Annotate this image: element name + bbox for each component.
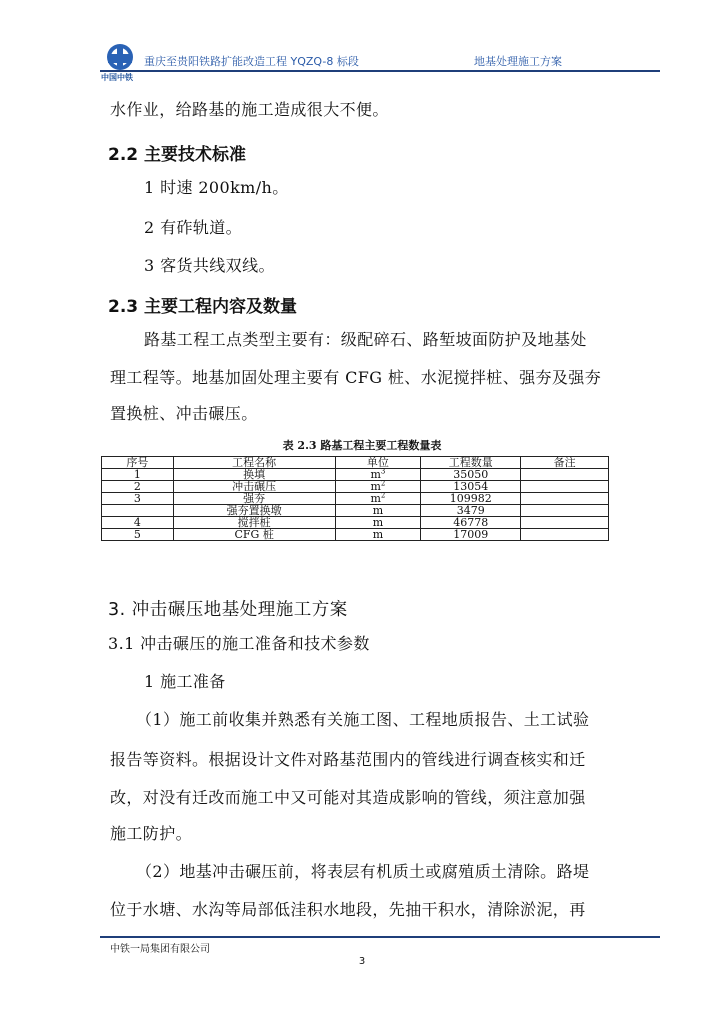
unit: m	[335, 529, 421, 541]
standard-item-3: 3 客货共线双线。	[144, 256, 275, 275]
paragraph-line: 报告等资料。根据设计文件对路基范围内的管线进行调查核实和迁	[110, 750, 586, 769]
unit: $m^2$	[335, 481, 421, 493]
note	[521, 469, 609, 481]
quantity: 109982	[421, 493, 521, 505]
table-row	[102, 517, 609, 529]
heading-2-2: 2.2 主要技术标准	[108, 145, 247, 165]
paragraph-line: 理工程等。地基加固处理主要有 CFG 桩、水泥搅拌桩、强夯及强夯	[110, 368, 602, 387]
row-number: 1	[102, 469, 174, 481]
heading-2-3: 2.3 主要工程内容及数量	[108, 297, 298, 317]
table-caption: 表 2.3 路基工程主要工程数量表	[282, 439, 442, 452]
row-number	[102, 505, 174, 517]
row-number: 4	[102, 517, 174, 529]
paragraph-line: （2）地基冲击碾压前，将表层有机质土或腐殖质土清除。路堤	[136, 862, 590, 881]
paragraph-line: 路基工程工点类型主要有：级配碎石、路堑坡面防护及地基处	[144, 330, 587, 349]
quantity: 17009	[421, 529, 521, 541]
quantity: 3479	[421, 505, 521, 517]
row-number: 3	[102, 493, 174, 505]
paragraph-line: 位于水塘、水沟等局部低洼积水地段，先抽干积水，清除淤泥，再	[110, 900, 586, 919]
body-line-continuation: 水作业，给路基的施工造成很大不便。	[110, 100, 389, 119]
subheading-preparation: 1 施工准备	[144, 672, 226, 691]
quantity: 35050	[421, 469, 521, 481]
standard-item-1: 1 时速 200km/h。	[144, 178, 289, 197]
table-header-cell: 序号	[102, 457, 174, 469]
page-header	[100, 42, 660, 86]
work-name: 换填	[173, 469, 335, 481]
work-name: 强夯置换墩	[173, 505, 335, 517]
table-header-cell: 工程数量	[421, 457, 521, 469]
table-header-cell: 单位	[335, 457, 421, 469]
heading-3: 3. 冲击碾压地基处理施工方案	[108, 600, 348, 620]
standard-item-2: 2 有砟轨道。	[144, 218, 243, 237]
work-name: 冲击碾压	[173, 481, 335, 493]
note	[521, 481, 609, 493]
footer-company: 中铁一局集团有限公司	[110, 944, 210, 955]
table-row	[102, 481, 609, 493]
unit: $m^2$	[335, 493, 421, 505]
row-number: 2	[102, 481, 174, 493]
note	[521, 529, 609, 541]
quantity: 46778	[421, 517, 521, 529]
note	[521, 517, 609, 529]
note	[521, 505, 609, 517]
work-name: 搅拌桩	[173, 517, 335, 529]
paragraph-line: 置换桩、冲击碾压。	[110, 404, 258, 423]
logo-label: 中国中铁	[101, 73, 133, 82]
paragraph-line: 改，对没有迁改而施工中又可能对其造成影响的管线，须注意加强	[110, 788, 586, 807]
header-project-name: 重庆至贵阳铁路扩能改造工程 YQZQ-8 标段	[144, 55, 359, 68]
table-header-row	[102, 457, 609, 469]
note	[521, 493, 609, 505]
table-row	[102, 529, 609, 541]
work-name: CFG 桩	[173, 529, 335, 541]
quantity: 13054	[421, 481, 521, 493]
unit: m	[335, 505, 421, 517]
table-row	[102, 469, 609, 481]
unit: $m^3$	[335, 469, 421, 481]
table-row	[102, 493, 609, 505]
table-header-cell: 工程名称	[173, 457, 335, 469]
paragraph-line: （1）施工前收集并熟悉有关施工图、工程地质报告、土工试验	[136, 710, 590, 729]
footer-divider	[100, 936, 660, 938]
paragraph-line: 施工防护。	[110, 824, 193, 843]
unit: m	[335, 517, 421, 529]
work-name: 强夯	[173, 493, 335, 505]
quantity-table	[101, 456, 609, 541]
table-row	[102, 505, 609, 517]
table-header-cell: 备注	[521, 457, 609, 469]
header-document-title: 地基处理施工方案	[474, 55, 562, 68]
row-number: 5	[102, 529, 174, 541]
page-number: 3	[358, 956, 366, 967]
heading-3-1: 3.1 冲击碾压的施工准备和技术参数	[108, 634, 370, 653]
header-divider	[100, 70, 660, 72]
